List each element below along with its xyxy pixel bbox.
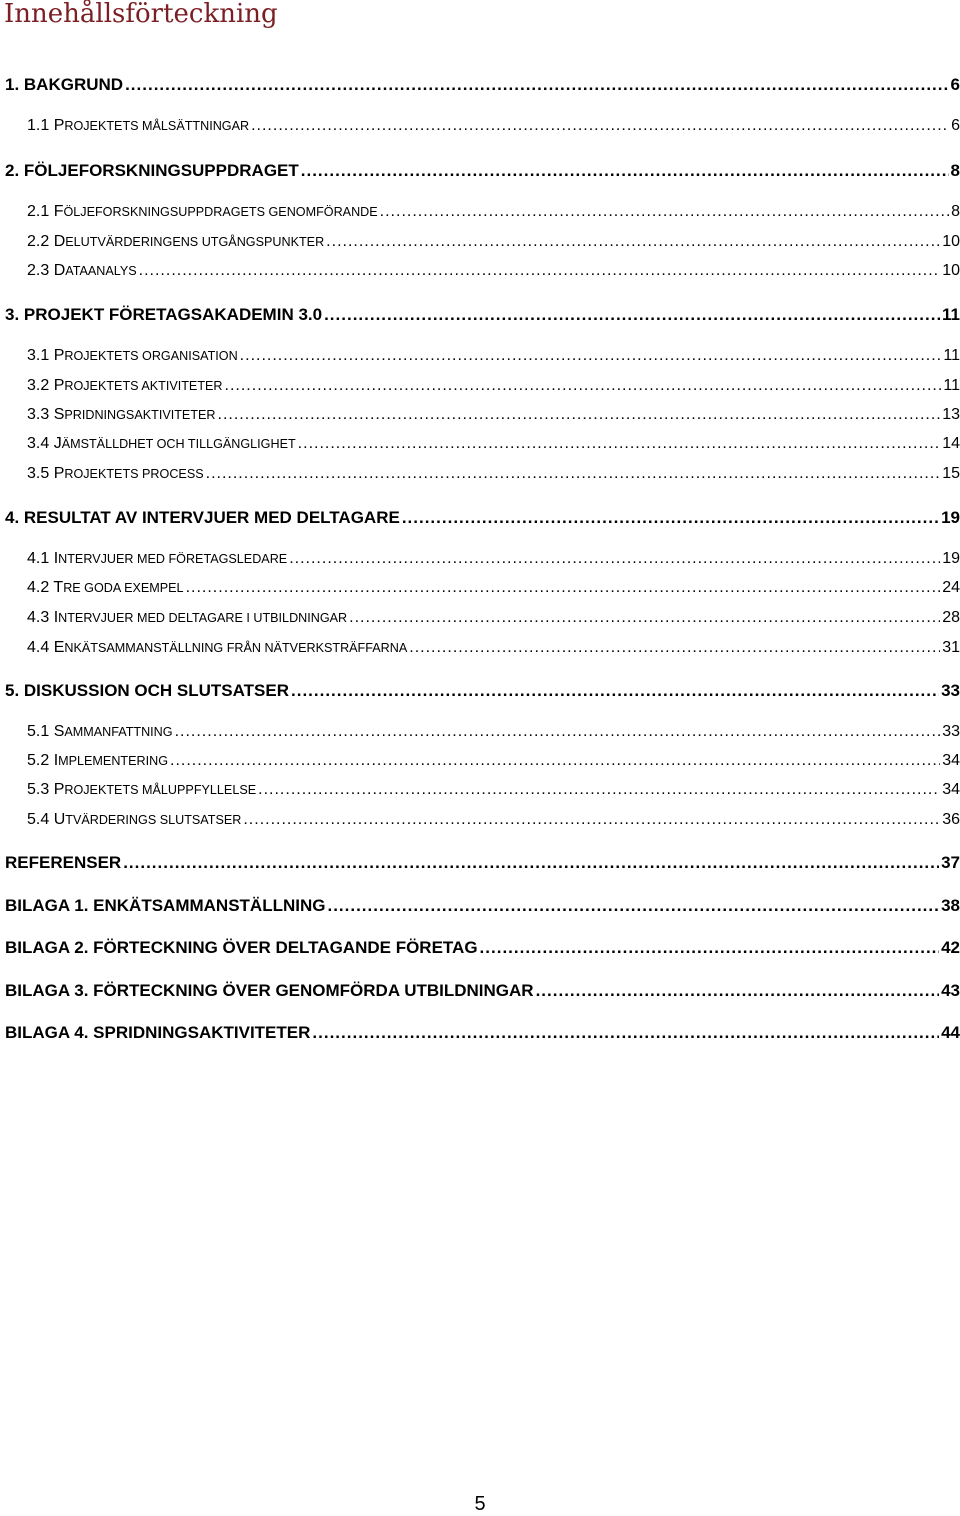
toc-page-number: 10 [942,233,960,250]
toc-entry-number: 2.2 [27,233,54,250]
toc-entry-label-initial: I [53,550,59,567]
toc-title: Innehållsförteckning [4,0,278,29]
toc-entry-title [5,681,289,701]
toc-entry-title [27,723,173,741]
toc-entry-label: FÖLJEFORSKNINGSUPPDRAGET [23,161,299,180]
toc-entry-label-rest: MPLEMENTERING [58,754,168,768]
toc-dot-leader [225,377,942,395]
toc-entry-title [27,233,324,251]
toc-entry[interactable] [0,508,960,528]
toc-page-number: 11 [942,305,960,324]
toc-entry-label-initial: U [53,811,66,828]
toc-page-number: 36 [942,811,960,828]
toc-entry-title [27,639,407,657]
toc-page-number: 11 [943,347,960,364]
toc-dot-leader [206,465,941,483]
toc-entry-number: 3. [5,305,24,324]
toc-entry-number: 3.3 [27,406,54,423]
toc-page-number: 14 [942,435,960,452]
toc-entry-label-initial: D [53,233,66,250]
toc-entry-label: BILAGA 4. SPRIDNINGSAKTIVITETER [5,1023,311,1042]
toc-dot-leader [536,981,940,1001]
toc-entry-label-rest: RE GODA EXEMPEL [63,581,184,595]
toc-entry-label-initial: S [53,723,65,740]
toc-page-number: 6 [950,75,960,94]
toc-page-number: 37 [941,853,960,872]
toc-entry-title [5,981,534,1001]
toc-entry-label-rest: ROJEKTETS AKTIVITETER [64,379,223,393]
toc-entry-label-rest: TVÄRDERINGS SLUTSATSER [65,813,242,827]
toc-entry-label: BILAGA 1. ENKÄTSAMMANSTÄLLNING [5,896,326,915]
toc-page-number: 31 [942,639,960,656]
toc-entry[interactable] [0,639,960,657]
toc-page-number: 42 [941,938,960,957]
toc-entry-label-initial: P [53,781,65,798]
toc-dot-leader [251,117,949,135]
toc-entry-number: 2.1 [27,203,54,220]
toc-entry-number: 2.3 [27,262,54,279]
toc-entry[interactable] [0,203,960,221]
toc-entry-label-rest: AMMANFATTNING [64,725,173,739]
toc-entry-title [27,117,249,135]
toc-dot-leader [170,752,940,770]
toc-entry-number: 5.3 [27,781,54,798]
toc-dot-leader [289,550,940,568]
toc-entry-number: 4.4 [27,639,54,656]
toc-entry-label-rest: ROJEKTETS MÅLUPPFYLLELSE [64,783,257,797]
toc-entry-number: 4.3 [27,609,54,626]
toc-entry-number: 4. [5,508,24,527]
toc-dot-leader [480,938,940,958]
toc-entry-number: 3.5 [27,465,54,482]
toc-entry[interactable] [0,579,960,597]
toc-entry-label: BILAGA 2. FÖRTECKNING ÖVER DELTAGANDE FÖRETAG [5,938,478,957]
toc-entry-title [5,161,299,181]
toc-entry-label-initial: P [53,377,65,394]
toc-dot-leader [349,609,940,627]
toc-entry-label-rest: ROJEKTETS PROCESS [64,467,204,481]
toc-entry-label-initial: I [53,609,59,626]
toc-page-number: 28 [942,609,960,626]
toc-page-number: 34 [942,781,960,798]
toc-entry-title [27,609,347,627]
toc-entry-title [27,465,204,483]
toc-page-number: 15 [942,465,960,482]
toc-entry-label-rest: ÖLJEFORSKNINGSUPPDRAGETS GENOMFÖRANDE [63,205,378,219]
toc-entry[interactable] [0,435,960,453]
toc-entry[interactable] [0,465,960,483]
toc-entry[interactable] [0,75,960,95]
toc-dot-leader [125,75,948,95]
toc-page-number: 13 [942,406,960,423]
toc-entry-number: 1.1 [27,117,54,134]
toc-entry[interactable] [0,262,960,280]
toc-entry-number: 3.4 [27,435,54,452]
toc-page-number: 43 [941,981,960,1000]
toc-entry[interactable] [0,938,960,958]
toc-entry-label: RESULTAT AV INTERVJUER MED DELTAGARE [23,508,400,527]
toc-page-number: 38 [941,896,960,915]
toc-entry-label-initial: P [53,465,65,482]
toc-dot-leader [298,435,941,453]
toc-entry[interactable] [0,896,960,916]
toc-entry-label-initial: T [53,579,64,596]
toc-entry[interactable] [0,752,960,770]
toc-dot-leader [123,853,939,873]
toc-entry-number: 1. [5,75,24,94]
toc-dot-leader [324,305,940,325]
toc-entry[interactable] [0,981,960,1001]
toc-entry-number: 3.2 [27,377,54,394]
toc-entry-label: BILAGA 3. FÖRTECKNING ÖVER GENOMFÖRDA UTBILDNINGAR [5,981,534,1000]
toc-page-number: 19 [941,508,960,527]
toc-page-number: 24 [942,579,960,596]
toc-entry[interactable] [0,233,960,251]
toc-dot-leader [380,203,949,221]
toc-dot-leader [186,579,941,597]
toc-entry-title [27,550,287,568]
toc-entry-number: 4.2 [27,579,54,596]
toc-entry-number: 4.1 [27,550,54,567]
toc-dot-leader [312,1023,939,1043]
toc-entry-number: 2. [5,161,24,180]
toc-entry-title [5,853,121,873]
toc-entry-title [27,811,241,829]
toc-entry[interactable] [0,117,960,135]
toc-entry-title [27,262,137,280]
toc-entry-title [5,896,325,916]
toc-entry[interactable] [0,347,960,365]
toc-entry-label-initial: P [53,117,65,134]
toc-page-number: 34 [942,752,960,769]
toc-page-number: 19 [942,550,960,567]
toc-entry-number: 5.2 [27,752,54,769]
toc-page-number: 44 [941,1023,960,1042]
toc-entry[interactable] [0,681,960,701]
toc-entry[interactable] [0,377,960,395]
toc-entry-title [27,406,216,424]
toc-entry-label: REFERENSER [5,853,122,872]
toc-dot-leader [409,639,940,657]
toc-entry-title [5,938,478,958]
toc-dot-leader [243,811,940,829]
toc-page-number: 8 [951,203,960,220]
toc-entry[interactable] [0,609,960,627]
toc-entry[interactable] [0,550,960,568]
toc-entry-number: 5.4 [27,811,54,828]
toc-entry-label-rest: PRIDNINGSAKTIVITETER [64,408,216,422]
toc-entry[interactable] [0,723,960,741]
toc-entry[interactable] [0,853,960,873]
toc-page-number: 8 [950,161,960,180]
toc-entry-label-initial: D [53,262,66,279]
toc-entry-label-rest: NTERVJUER MED FÖRETAGSLEDARE [58,552,288,566]
toc-dot-leader [402,508,939,528]
toc-entry-label-initial: I [53,752,59,769]
toc-entry-label-rest: ELUTVÄRDERINGENS UTGÅNGSPUNKTER [65,235,325,249]
toc-dot-leader [218,406,941,424]
toc-entry-title [27,347,238,365]
toc-entry-label: DISKUSSION OCH SLUTSATSER [23,681,289,700]
toc-entry-number: 5. [5,681,24,700]
toc-entry-title [5,1023,310,1043]
toc-entry-title [5,508,400,528]
toc-dot-leader [139,262,941,280]
toc-entry-title [27,203,378,221]
toc-page-number: 6 [951,117,960,134]
toc-entry-title [27,579,184,597]
toc-dot-leader [301,161,949,181]
toc-page-number: 11 [943,377,960,394]
toc-entry-title [27,781,256,799]
toc-entry-title [27,377,223,395]
toc-entry-label-rest: NKÄTSAMMANSTÄLLNING FRÅN NÄTVERKSTRÄFFARNA [64,641,408,655]
toc-entry-label-initial: P [53,347,65,364]
toc-entry-label: BAKGRUND [23,75,124,94]
toc-entry-number: 3.1 [27,347,54,364]
toc-entry-title [5,305,322,325]
toc-entry-label-initial: E [53,639,65,656]
toc-page-number: 33 [941,681,960,700]
toc-entry[interactable] [0,1023,960,1043]
toc-entry-label-initial: F [53,203,64,220]
toc-entry-label-initial: S [53,406,65,423]
toc-entry-title [27,435,296,453]
footer-page-number: 5 [474,1493,486,1515]
toc-entry-title [27,752,168,770]
toc-dot-leader [175,723,941,741]
toc-entry-label-rest: ROJEKTETS MÅLSÄTTNINGAR [64,119,250,133]
toc-entry-label-rest: NTERVJUER MED DELTAGARE I UTBILDNINGAR [58,611,348,625]
toc-entry[interactable] [0,781,960,799]
toc-dot-leader [291,681,939,701]
toc-page-number: 33 [942,723,960,740]
toc-dot-leader [240,347,942,365]
toc-entry-label-initial: J [53,435,62,452]
toc-page-number: 10 [942,262,960,279]
toc-entry[interactable] [0,406,960,424]
toc-dot-leader [258,781,940,799]
toc-dot-leader [326,233,940,251]
toc-entry[interactable] [0,305,960,325]
toc-entry-number: 5.1 [27,723,54,740]
toc-entry-title [5,75,123,95]
toc-entry-label-rest: ÄMSTÄLLDHET OCH TILLGÄNGLIGHET [61,437,296,451]
toc-entry-label-rest: ROJEKTETS ORGANISATION [64,349,238,363]
toc-dot-leader [327,896,939,916]
toc-entry[interactable] [0,161,960,181]
toc-entry-label-rest: ATAANALYS [65,264,137,278]
toc-entry[interactable] [0,811,960,829]
toc-entry-label: PROJEKT FÖRETAGSAKADEMIN 3.0 [23,305,323,324]
